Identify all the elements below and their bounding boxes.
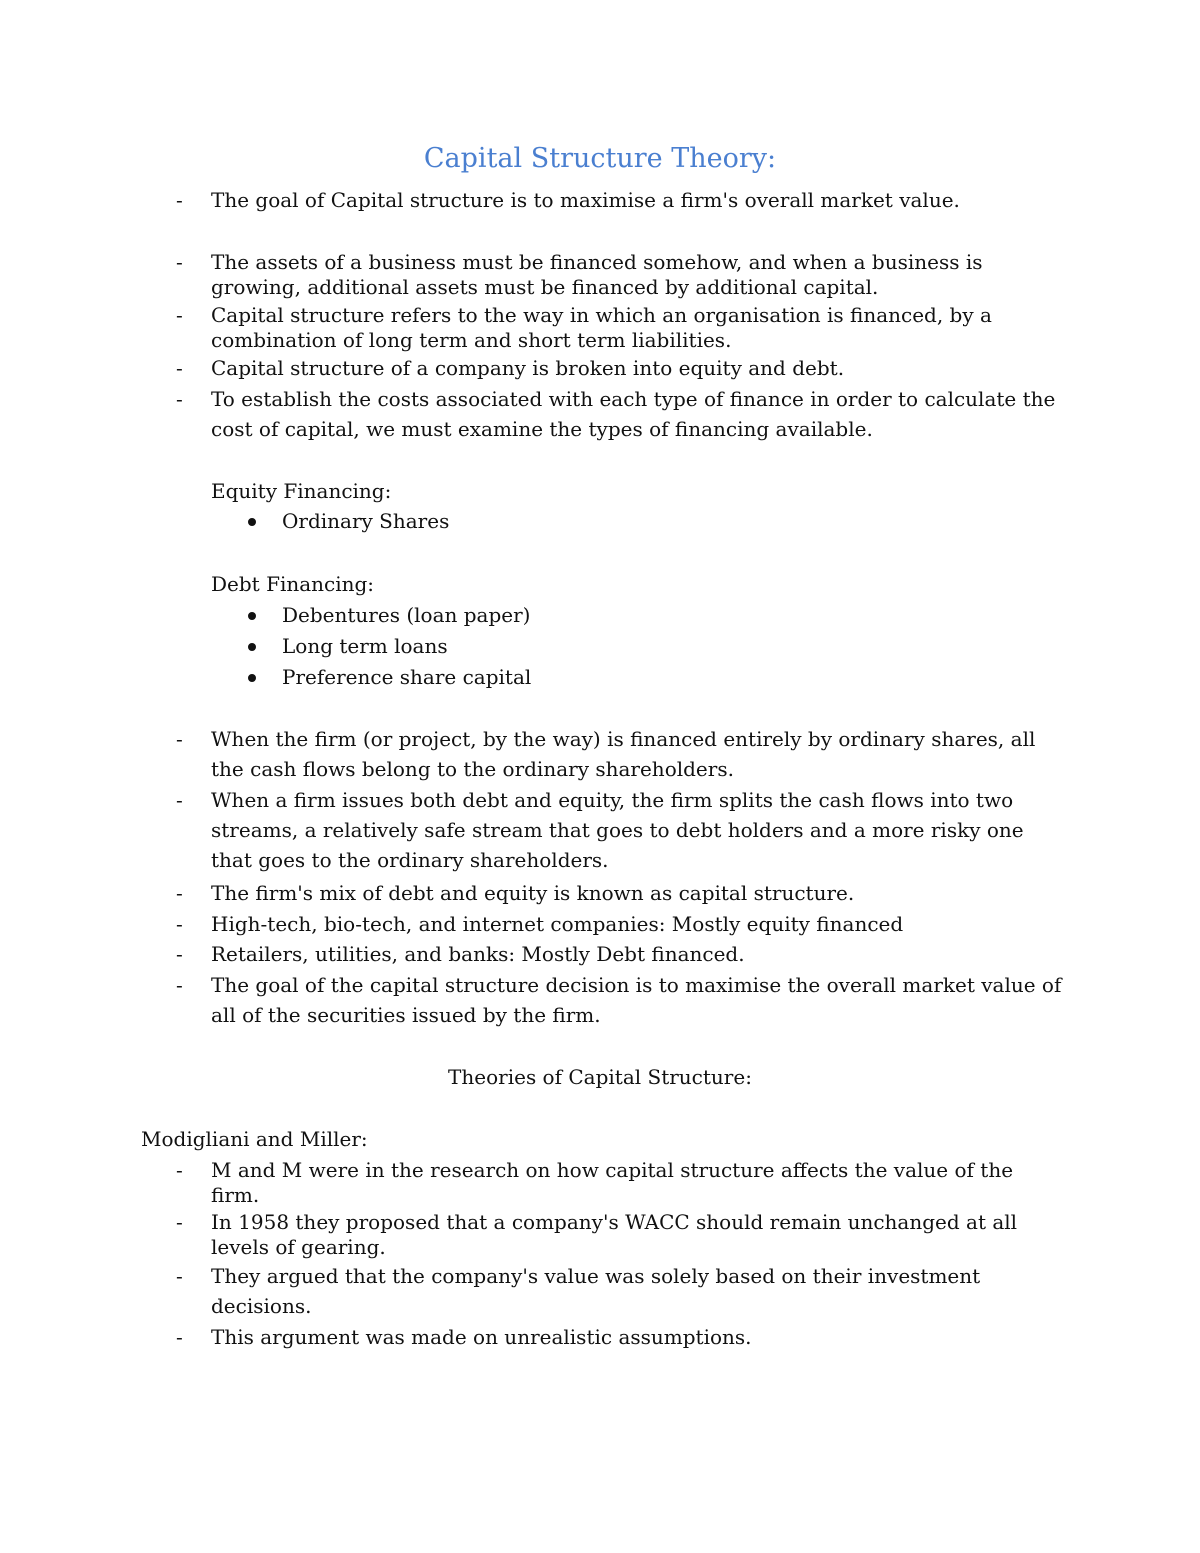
list-item [176,353,1066,383]
dash-marker: - [176,942,183,966]
list-item-text: The goal of the capital structure decision is to maximise the overall market value of all of the securities issued by the firm. [211,973,1062,1027]
list-item [176,1210,1066,1260]
list-item-text: Capital structure refers to the way in which an organisation is financed, by a combination of long term and short term liabilities. [211,303,992,352]
list-item [176,1322,1066,1352]
list-item [176,384,1066,444]
list-item-text: Debentures (loan paper) [282,603,531,627]
bullet-dot [248,643,256,651]
list-item-text: In 1958 they proposed that a company's WACC should remain unchanged at all levels of gearing. [211,1210,1018,1259]
list-item [176,970,1066,1030]
list-item-text: Retailers, utilities, and banks: Mostly Debt financed. [211,942,745,966]
bullet-dot [248,518,256,526]
list-item-text: The firm's mix of debt and equity is known as capital structure. [211,881,855,905]
list-item-text: When a firm issues both debt and equity, the firm splits the cash flows into two streams, a relatively safe stream that goes to debt holders and a more risky one that goes to the ordinary shareholders. [211,788,1024,872]
dash-marker: - [176,250,183,274]
dash-marker: - [176,188,183,212]
list-item [176,909,1066,939]
page-title: Capital Structure Theory: [423,143,777,174]
list-item [248,600,530,630]
dash-marker: - [176,1264,183,1288]
list-item-text: Ordinary Shares [282,509,450,533]
list-item-text: This argument was made on unrealistic assumptions. [211,1325,752,1349]
list-item-text: Capital structure of a company is broken into equity and debt. [211,356,845,380]
list-item-text: When the firm (or project, by the way) is financed entirely by ordinary shares, all the cash flows belong to the ordinary shareholders. [211,727,1036,781]
debt-financing-heading: Debt Financing: [211,572,375,596]
list-item [176,785,1066,875]
dash-marker: - [176,1158,183,1182]
mm-heading: Modigliani and Miller: [141,1127,368,1151]
equity-financing-heading: Equity Financing: [211,479,392,503]
bullet-dot [248,674,256,682]
dash-marker: - [176,881,183,905]
list-item [248,662,531,692]
dash-marker: - [176,973,183,997]
bullet-dot [248,612,256,620]
dash-marker: - [176,387,183,411]
theories-heading: Theories of Capital Structure: [448,1065,752,1089]
list-item [176,939,1066,969]
dash-marker: - [176,1210,183,1234]
list-item [176,303,1066,353]
dash-marker: - [176,727,183,751]
list-item-text: High-tech, bio-tech, and internet companies: Mostly equity financed [211,912,904,936]
list-item-text: Long term loans [282,634,448,658]
list-item [248,631,448,661]
list-item-text: They argued that the company's value was solely based on their investment decisions. [211,1264,981,1318]
list-item-text: M and M were in the research on how capital structure affects the value of the firm. [211,1158,1014,1207]
list-item [176,878,1066,908]
dash-marker: - [176,788,183,812]
dash-marker: - [176,303,183,327]
list-item-text: The goal of Capital structure is to maximise a firm's overall market value. [211,188,960,212]
dash-marker: - [176,912,183,936]
list-item-text: To establish the costs associated with each type of finance in order to calculate the cost of capital, we must examine the types of financing available. [211,387,1056,441]
list-item [176,1158,1066,1208]
list-item [248,506,449,536]
list-item [176,724,1066,784]
list-item [176,185,1066,215]
list-item [176,1261,1066,1321]
list-item [176,250,1066,300]
list-item-text: The assets of a business must be financed somehow, and when a business is growing, additional assets must be financed by additional capital. [211,250,983,299]
dash-marker: - [176,356,183,380]
dash-marker: - [176,1325,183,1349]
list-item-text: Preference share capital [282,665,532,689]
